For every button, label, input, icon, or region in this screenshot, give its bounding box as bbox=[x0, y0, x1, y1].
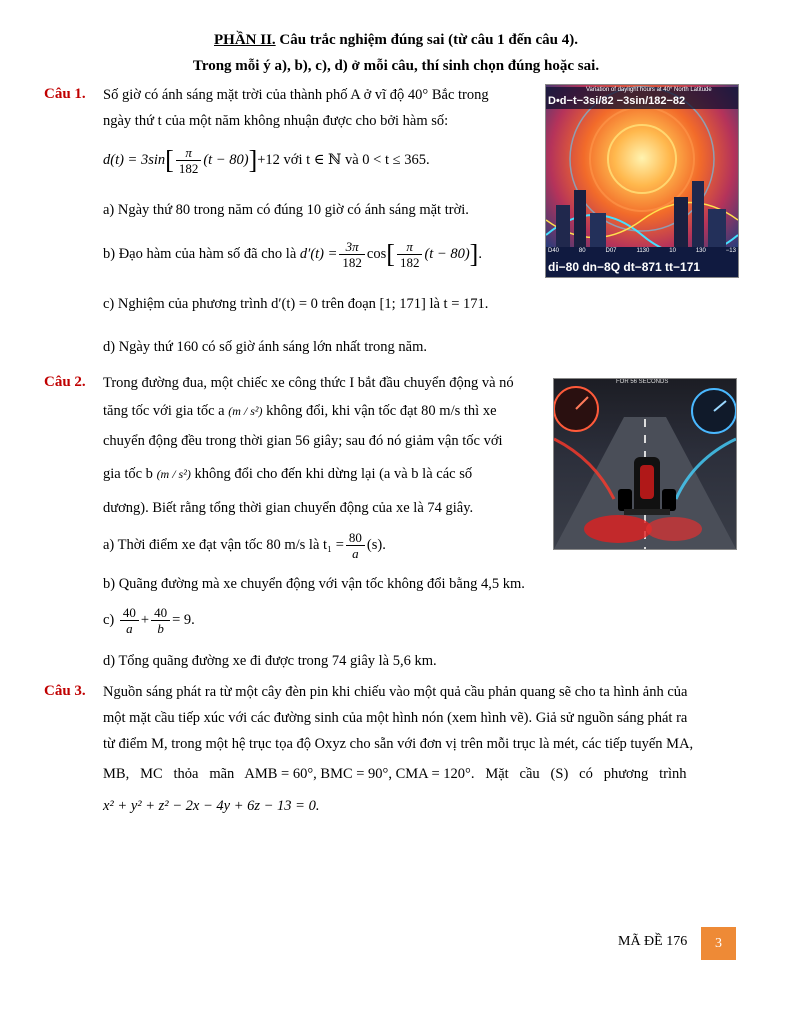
section-heading-text: Câu trắc nghiệm đúng sai (từ câu 1 đến câu 4). bbox=[275, 32, 579, 48]
deceleration-unit: (m / s²) bbox=[156, 467, 191, 481]
line2-prefix: tăng tốc với gia tốc a bbox=[103, 403, 229, 419]
question-2-option-a bbox=[103, 528, 386, 562]
formula-inner: (t − 80) bbox=[203, 152, 249, 168]
formula-numerator: π bbox=[176, 145, 202, 161]
option-b-fraction-1 bbox=[339, 239, 365, 270]
option-b-cos: cos bbox=[366, 246, 387, 262]
section-heading-label: PHẦN II. bbox=[213, 32, 276, 48]
question-1-option-b bbox=[103, 237, 482, 272]
option-c-prefix: c) bbox=[103, 612, 115, 628]
illustration-day-ticks bbox=[548, 248, 736, 254]
option-b-numerator-2: π bbox=[397, 239, 423, 255]
option-b-period: . bbox=[478, 246, 482, 262]
formula-left: d(t) = 3sin bbox=[103, 152, 166, 168]
day-tick: 1130 bbox=[636, 248, 650, 254]
illustration-bottom-banner: di−80 dn−8Q dt−871 tt−171 bbox=[548, 260, 701, 274]
question-2-line4 bbox=[103, 461, 543, 487]
question-2-label: Câu 2. bbox=[44, 374, 86, 390]
question-2-line5: dương). Biết rằng tổng thời gian chuyển động của xe là 74 giây. bbox=[103, 500, 474, 516]
day-tick: 130 bbox=[695, 248, 706, 254]
section-heading bbox=[0, 32, 792, 49]
option-c-fraction-2 bbox=[151, 605, 170, 636]
race-car-illustration-art bbox=[554, 379, 736, 549]
illustration-banner: FOR 56 SECONDS bbox=[616, 379, 669, 385]
race-car-illustration bbox=[553, 378, 737, 550]
option-a-numerator: 80 bbox=[346, 530, 365, 546]
section-instruction: Trong mỗi ý a), b), c), d) ở mỗi câu, thí sinh chọn đúng hoặc sai. bbox=[192, 58, 600, 74]
daylight-illustration bbox=[545, 84, 739, 278]
formula-fraction bbox=[176, 145, 202, 176]
option-b-denominator-1: 182 bbox=[342, 255, 362, 271]
question-1-intro-line2: ngày thứ t của một năm không nhuận được cho bởi hàm số: bbox=[103, 113, 449, 129]
option-b-numerator-1: 3π bbox=[339, 239, 365, 255]
question-3-line5: x² + y² + z² − 2x − 4y + 6z − 13 = 0. bbox=[103, 798, 320, 814]
option-c-fraction-1 bbox=[120, 605, 139, 636]
option-a-prefix: a) Thời điểm xe đạt vận tốc 80 m/s là t₁ = bbox=[103, 537, 344, 553]
bracket-close: ] bbox=[248, 145, 258, 175]
bracket-close-2: ] bbox=[469, 239, 479, 269]
option-c-plus: + bbox=[140, 612, 150, 628]
option-a-suffix: (s). bbox=[366, 537, 386, 553]
question-1-label: Câu 1. bbox=[44, 86, 86, 102]
line2-suffix: không đổi, khi vận tốc đạt 80 m/s thì xe bbox=[262, 403, 497, 419]
acceleration-unit: (m / s²) bbox=[228, 404, 263, 418]
question-1-option-d: d) Ngày thứ 160 có số giờ ánh sáng lớn nhất trong năm. bbox=[103, 339, 428, 355]
line4-suffix: không đổi cho đến khi dừng lại (a và b là các số bbox=[190, 466, 473, 482]
question-3-line3: từ điểm M, trong một hệ trục tọa độ Oxyz cho sẵn với đơn vị trên mỗi trục là mét, các tiếp tuyến MA, bbox=[103, 736, 694, 752]
formula-right: +12 với t ∈ ℕ và 0 < t ≤ 365. bbox=[257, 152, 430, 168]
page-number: 3 bbox=[701, 927, 736, 960]
bracket-open: [ bbox=[165, 145, 174, 175]
bracket-open-2: [ bbox=[386, 239, 395, 269]
option-c-numerator-1: 40 bbox=[120, 605, 139, 621]
option-c-denominator-2: b bbox=[157, 621, 164, 637]
question-3-label: Câu 3. bbox=[44, 683, 86, 699]
day-tick: 80 bbox=[578, 248, 586, 254]
question-3-line2: một mặt cầu tiếp xúc với các đường sinh của một hình nón (xem hình vẽ). Giả sử nguồn sáng phát ra bbox=[103, 710, 688, 726]
question-2-option-c bbox=[103, 603, 195, 637]
question-2-line3: chuyển động đều trong thời gian 56 giây; sau đó nó giảm vận tốc với bbox=[103, 433, 503, 449]
question-1-option-a: a) Ngày thứ 80 trong năm có đúng 10 giờ có ánh sáng mặt trời. bbox=[103, 202, 469, 218]
question-1-option-c: c) Nghiệm của phương trình d′(t) = 0 trên đoạn [1; 171] là t = 171. bbox=[103, 296, 489, 312]
question-2-line2 bbox=[103, 398, 543, 424]
day-tick: 10 bbox=[669, 248, 676, 254]
question-2-line1: Trong đường đua, một chiếc xe công thức I bắt đầu chuyển động và nó bbox=[103, 375, 514, 391]
day-tick: −13 bbox=[725, 248, 736, 254]
question-1-intro-line1: Số giờ có ánh sáng mặt trời của thành phố A ở vĩ độ 40° Bắc trong bbox=[103, 87, 489, 103]
question-1-formula bbox=[103, 143, 430, 178]
formula-denominator: 182 bbox=[178, 161, 199, 177]
option-b-prefix: b) Đạo hàm của hàm số đã cho là bbox=[103, 246, 300, 262]
question-3-line1: Nguồn sáng phát ra từ một cây đèn pin khi chiếu vào một quả cầu phản quang sẽ cho ta hình ảnh của bbox=[103, 684, 688, 700]
option-b-denominator-2: 182 bbox=[399, 255, 420, 271]
option-b-lhs: d′(t) = bbox=[299, 246, 338, 262]
option-c-denominator-1: a bbox=[126, 621, 133, 637]
illustration-caption: Variation of daylight hours at 40° North Latitude bbox=[586, 87, 712, 93]
day-tick: D07 bbox=[605, 248, 617, 254]
illustration-formula-banner: D•d−t−3si/82 −3sin/182−82 bbox=[548, 95, 686, 107]
option-b-inner: (t − 80) bbox=[424, 246, 470, 262]
question-3-line4: MB, MC thỏa mãn AMB = 60°, BMC = 90°, CMA = 120°. Mặt cầu (S) có phương trình bbox=[103, 766, 687, 782]
line4-prefix: gia tốc b bbox=[103, 466, 157, 482]
option-b-fraction-2 bbox=[397, 239, 423, 270]
question-2-option-d: d) Tổng quãng đường xe đi được trong 74 giây là 5,6 km. bbox=[103, 653, 437, 669]
day-tick: D40 bbox=[548, 248, 560, 254]
option-a-denominator: a bbox=[352, 546, 359, 562]
exam-code: MÃ ĐỀ 176 bbox=[618, 934, 688, 949]
question-2-option-b: b) Quãng đường mà xe chuyển động với vận tốc không đổi bằng 4,5 km. bbox=[103, 576, 525, 592]
option-c-numerator-2: 40 bbox=[151, 605, 170, 621]
option-c-suffix: = 9. bbox=[172, 612, 195, 628]
option-a-fraction bbox=[346, 530, 365, 561]
